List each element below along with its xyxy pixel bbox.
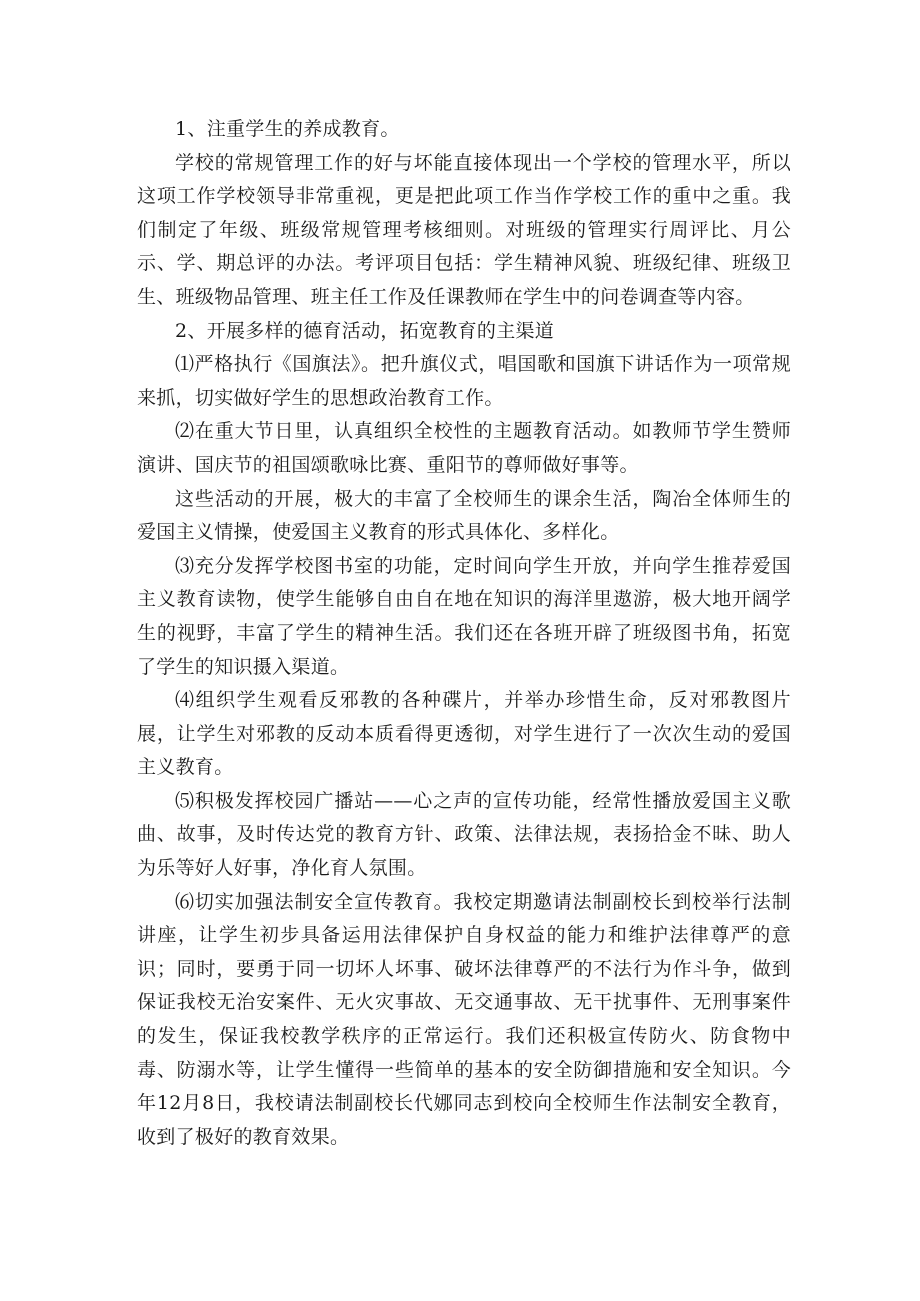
paragraph-item-1: ⑴严格执行《国旗法》。把升旗仪式，唱国歌和国旗下讲话作为一项常规来抓，切实做好学生的思想政治教育工作。 xyxy=(137,353,791,409)
section-heading-2: 2、开展多样的德育活动，拓宽教育的主渠道 xyxy=(175,319,555,342)
paragraph-activities-summary: 这些活动的开展，极大的丰富了全校师生的课余生活，陶冶全体师生的爱国主义情操，使爱国主义教育的形式具体化、多样化。 xyxy=(137,487,791,544)
paragraph-item-2: ⑵在重大节日里，认真组织全校性的主题教育活动。如教师节学生赞师演讲、国庆节的祖国颂歌咏比赛、重阳节的尊师做好事等。 xyxy=(137,420,791,476)
paragraph-item-4: ⑷组织学生观看反邪教的各种碟片，并举办珍惜生命，反对邪教图片展，让学生对邪教的反动本质看得更透彻，对学生进行了一次次生动的爱国主义教育。 xyxy=(137,689,791,779)
paragraph-routine-management: 学校的常规管理工作的好与坏能直接体现出一个学校的管理水平，所以这项工作学校领导非常重视，更是把此项工作当作学校工作的重中之重。我们制定了年级、班级常规管理考核细则。对班级的管理实行周评比、月公示、学、期总评的办法。考评项目包括：学生精神风貌、班级纪律、班级卫生、班级物品管理、班主任工作及任课教师在学生中的问卷调查等内容。 xyxy=(137,151,791,308)
paragraph-item-3: ⑶充分发挥学校图书室的功能，定时间向学生开放，并向学生推荐爱国主义教育读物，使学生能够自由自在地在知识的海洋里遨游，极大地开阔学生的视野，丰富了学生的精神生活。我们还在各班开辟了班级图书角，拓宽了学生的知识摄入渠道。 xyxy=(137,554,791,678)
paragraph-item-6: ⑹切实加强法制安全宣传教育。我校定期邀请法制副校长到校举行法制讲座，让学生初步具备运用法律保护自身权益的能力和维护法律尊严的意识；同时，要勇于同一切坏人坏事、破坏法律尊严的不法行为作斗争，做到保证我校无治安案件、无火灾事故、无交通事故、无干扰事件、无刑事案件的发生，保证我校教学秩序的正常运行。我们还积极宣传防火、防食物中毒、防溺水等，让学生懂得一些简单的基本的安全防御措施和安全知识。今年12月8日，我校请法制副校长代娜同志到校向全校师生作法制安全教育，收到了极好的教育效果。 xyxy=(137,890,791,1148)
document-body xyxy=(137,113,791,1154)
paragraph-item-5: ⑸积极发挥校园广播站——心之声的宣传功能，经常性播放爱国主义歌曲、故事，及时传达党的教育方针、政策、法律法规，表扬拾金不昧、助人为乐等好人好事，净化育人氛围。 xyxy=(137,789,791,880)
section-heading-1: 1、注重学生的养成教育。 xyxy=(175,118,400,140)
